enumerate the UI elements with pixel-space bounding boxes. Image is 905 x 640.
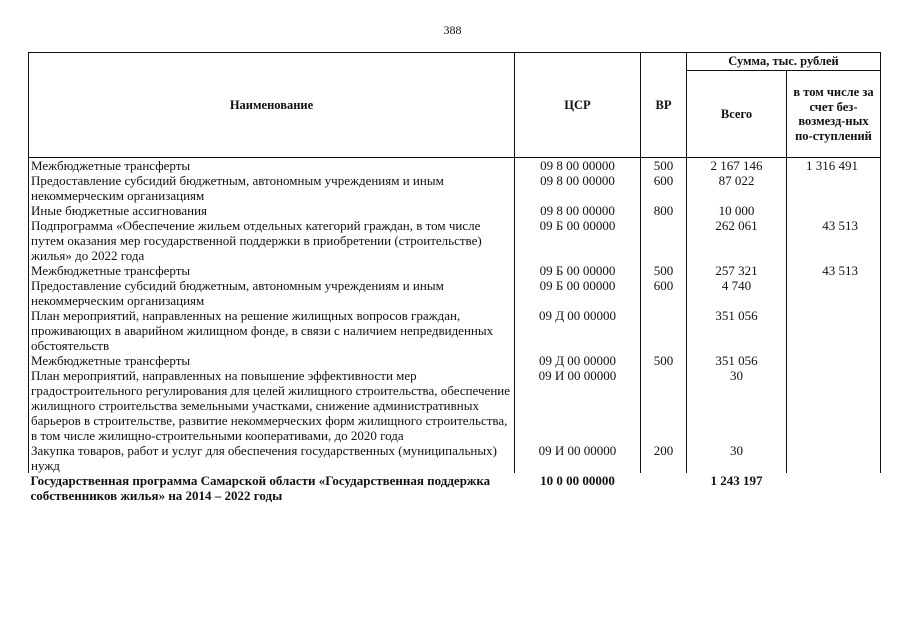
header-csr: ЦСР [515,53,641,158]
row-vr [641,308,687,353]
row-total: 1 243 197 [710,473,763,488]
row-total: 87 022 [687,173,787,203]
row-incl-nonrepayable: 1 316 491 [787,158,881,174]
row-name: План мероприятий, направленных на решение жилищных вопросов граждан, проживающих в аварийном жилищном фонде, в связи с наличием непредвиденных обстоятельств [29,308,515,353]
header-name: Наименование [29,53,515,158]
table-row [29,263,881,278]
row-total: 4 740 [687,278,787,308]
table-row [29,278,881,308]
row-vr: 600 [641,173,687,203]
row-vr: 200 [641,443,687,473]
row-name: Межбюджетные трансферты [29,263,515,278]
row-csr: 09 Б 00 00000 [515,278,641,308]
row-total: 10 000 [687,203,787,218]
row-total: 2 167 146 [687,158,787,174]
header-total: Всего [687,71,787,158]
table-row [29,368,881,443]
row-csr: 09 8 00 00000 [515,173,641,203]
row-incl-nonrepayable: 43 513 [787,218,881,263]
row-csr: 10 0 00 00000 [540,473,615,488]
row-vr: 500 [641,263,687,278]
row-name: Предоставление субсидий бюджетным, автономным учреждениям и иным некоммерческим организациям [29,173,515,203]
row-total: 30 [687,368,787,443]
table-row [29,203,881,218]
header-vr: ВР [641,53,687,158]
row-incl-nonrepayable: 43 513 [787,263,881,278]
row-csr: 09 Б 00 00000 [515,218,641,263]
row-name: Государственная программа Самарской области «Государственная поддержка собственников жилья» на 2014 – 2022 годы [30,473,491,503]
budget-table [28,52,881,503]
row-incl-nonrepayable [787,353,881,368]
row-incl-nonrepayable [787,278,881,308]
row-total: 257 321 [687,263,787,278]
table-body [29,158,881,504]
row-name: План мероприятий, направленных на повышение эффективности мер градостроительного регулирования для целей жилищного строительства, обеспечение жилищного строительства земельными участками, снижение административных барьеров в строительстве, развитие некоммерческих форм жилищного строительства, в том числе жилищно-строительными кооперативами, до 2020 года [29,368,515,443]
table-row [29,443,881,473]
table-row [29,158,881,174]
row-incl-nonrepayable [787,173,881,203]
row-csr: 09 Д 00 00000 [515,353,641,368]
table-row [29,173,881,203]
header-incl-nonrepayable: в том числе за счет без-возмезд-ных по-ступлений [787,71,881,158]
row-name: Подпрограмма «Обеспечение жильем отдельных категорий граждан, в том числе путем оказания мер государственной поддержки в приобретении (строительстве) жилья» до 2022 года [29,218,515,263]
row-total: 30 [687,443,787,473]
row-vr: 600 [641,278,687,308]
row-total: 262 061 [687,218,787,263]
row-name: Межбюджетные трансферты [29,353,515,368]
row-vr [641,218,687,263]
table-row [29,473,881,503]
header-sum-group: Сумма, тыс. рублей [687,53,881,71]
row-incl-nonrepayable [787,308,881,353]
table-row [29,218,881,263]
row-vr [641,368,687,443]
table-row [29,308,881,353]
row-csr: 09 8 00 00000 [515,203,641,218]
row-csr: 09 Д 00 00000 [515,308,641,353]
row-csr: 09 Б 00 00000 [515,263,641,278]
row-incl-nonrepayable [787,368,881,443]
row-csr: 09 8 00 00000 [515,158,641,174]
table-header [29,53,881,158]
row-incl-nonrepayable [787,203,881,218]
row-incl-nonrepayable [787,443,881,473]
row-csr: 09 И 00 00000 [515,368,641,443]
row-total: 351 056 [687,353,787,368]
table-row [29,353,881,368]
row-vr: 500 [641,353,687,368]
row-vr [641,473,687,503]
row-incl-nonrepayable [787,473,881,503]
row-name: Иные бюджетные ассигнования [29,203,515,218]
row-vr: 800 [641,203,687,218]
row-name: Межбюджетные трансферты [29,158,515,174]
row-total: 351 056 [687,308,787,353]
page-number: 388 [443,23,462,37]
row-csr: 09 И 00 00000 [515,443,641,473]
row-name: Закупка товаров, работ и услуг для обеспечения государственных (муниципальных) нужд [29,443,515,473]
row-vr: 500 [641,158,687,174]
row-name: Предоставление субсидий бюджетным, автономным учреждениям и иным некоммерческим организациям [29,278,515,308]
